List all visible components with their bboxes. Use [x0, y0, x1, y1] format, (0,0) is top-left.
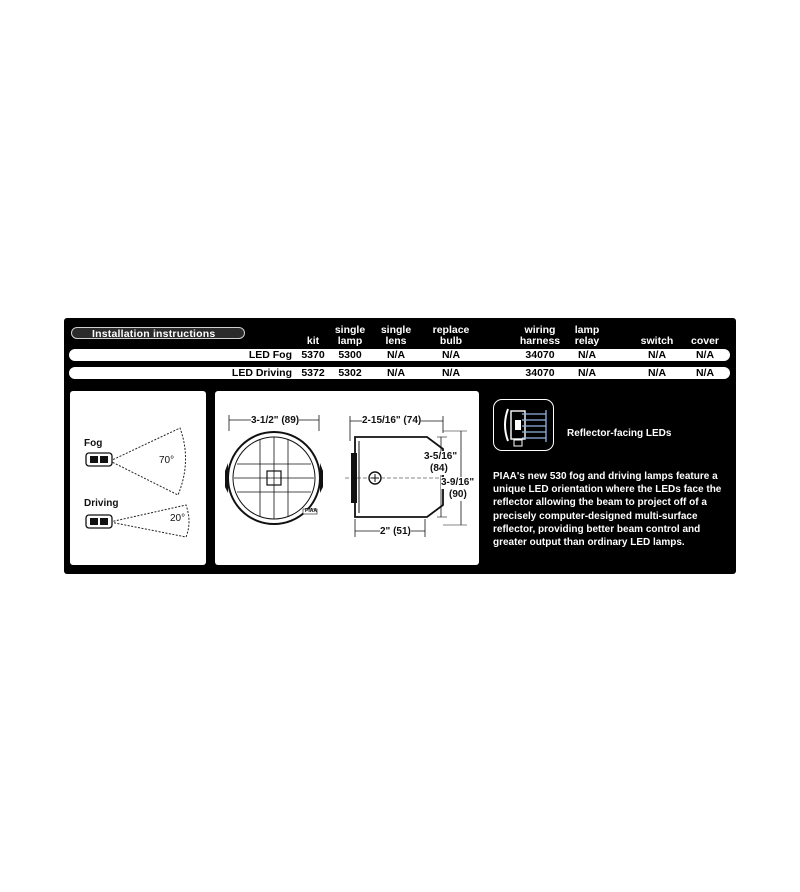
column-header-line1: single	[334, 324, 366, 336]
table-cell: N/A	[647, 367, 667, 379]
inner-height-mm: (84)	[430, 463, 448, 474]
outer-height-dimension: 3-9/16"	[441, 477, 475, 488]
column-header-line2: lamp	[337, 335, 363, 347]
table-cell: N/A	[577, 367, 597, 379]
table-cell: N/A	[695, 349, 715, 361]
table-row	[69, 349, 730, 361]
table-cell: 5370	[301, 349, 325, 361]
column-header-line2: switch	[640, 335, 674, 347]
table-cell: N/A	[647, 349, 667, 361]
depth-dimension: 2-15/16" (74)	[362, 415, 422, 426]
column-header-line1: lamp	[574, 324, 600, 336]
feature-title: Reflector-facing LEDs	[567, 428, 672, 439]
column-header-line2: harness	[519, 335, 561, 347]
column-header-line2: lens	[385, 335, 407, 347]
product-spec-panel	[64, 318, 736, 574]
column-header-line1: wiring	[524, 324, 556, 336]
driving-label: Driving	[84, 498, 119, 509]
front-width-dimension: 3-1/2" (89)	[251, 415, 300, 426]
table-cell: N/A	[386, 367, 406, 379]
column-header	[552, 325, 622, 347]
table-cell: N/A	[386, 349, 406, 361]
column-header-line1: single	[380, 324, 412, 336]
fog-angle: 70°	[159, 455, 175, 466]
column-header	[670, 325, 740, 347]
table-cell: 34070	[525, 367, 555, 379]
table-cell: 5372	[301, 367, 325, 379]
inner-height-dimension: 3-5/16"	[424, 451, 458, 462]
column-header	[416, 325, 486, 347]
column-header-line2: bulb	[439, 335, 463, 347]
fog-car-icon	[86, 453, 112, 466]
table-cell: N/A	[695, 367, 715, 379]
reflector-icon-frame	[493, 399, 554, 451]
piaa-logo-mark: PIAA	[305, 508, 317, 514]
fog-label: Fog	[84, 438, 103, 449]
table-row	[69, 367, 730, 379]
fog-beam-cone	[110, 428, 186, 495]
table-cell: N/A	[441, 367, 461, 379]
driving-car-icon	[86, 515, 112, 528]
outer-height-mm: (90)	[449, 489, 467, 500]
column-header-line1: replace	[432, 324, 470, 336]
driving-angle: 20°	[170, 513, 186, 524]
table-cell: N/A	[577, 349, 597, 361]
row-label: LED Driving	[231, 367, 292, 379]
feature-description: PIAA's new 530 fog and driving lamps feature a unique LED orientation where the LEDs face the reflector allowing the beam to project off of a precisely computer-designed multi-surface reflector, providing better beam control and greater output than ordinary LED lamps.	[493, 471, 722, 549]
table-cell: 5300	[338, 349, 362, 361]
dimensions-box	[215, 391, 479, 565]
bottom-depth-dimension: 2" (51)	[380, 526, 411, 537]
table-cell: N/A	[441, 349, 461, 361]
column-header-line2: kit	[306, 335, 320, 347]
table-cell: 5302	[338, 367, 362, 379]
column-header-line2: relay	[574, 335, 600, 347]
beam-pattern-box	[70, 391, 206, 565]
table-cell: 34070	[525, 349, 555, 361]
reflector-led-icon	[494, 400, 553, 450]
column-header-line2: cover	[690, 335, 720, 347]
section-title: Installation instructions	[71, 327, 245, 339]
beam-pattern-diagram	[70, 391, 206, 565]
row-label: LED Fog	[248, 349, 292, 361]
